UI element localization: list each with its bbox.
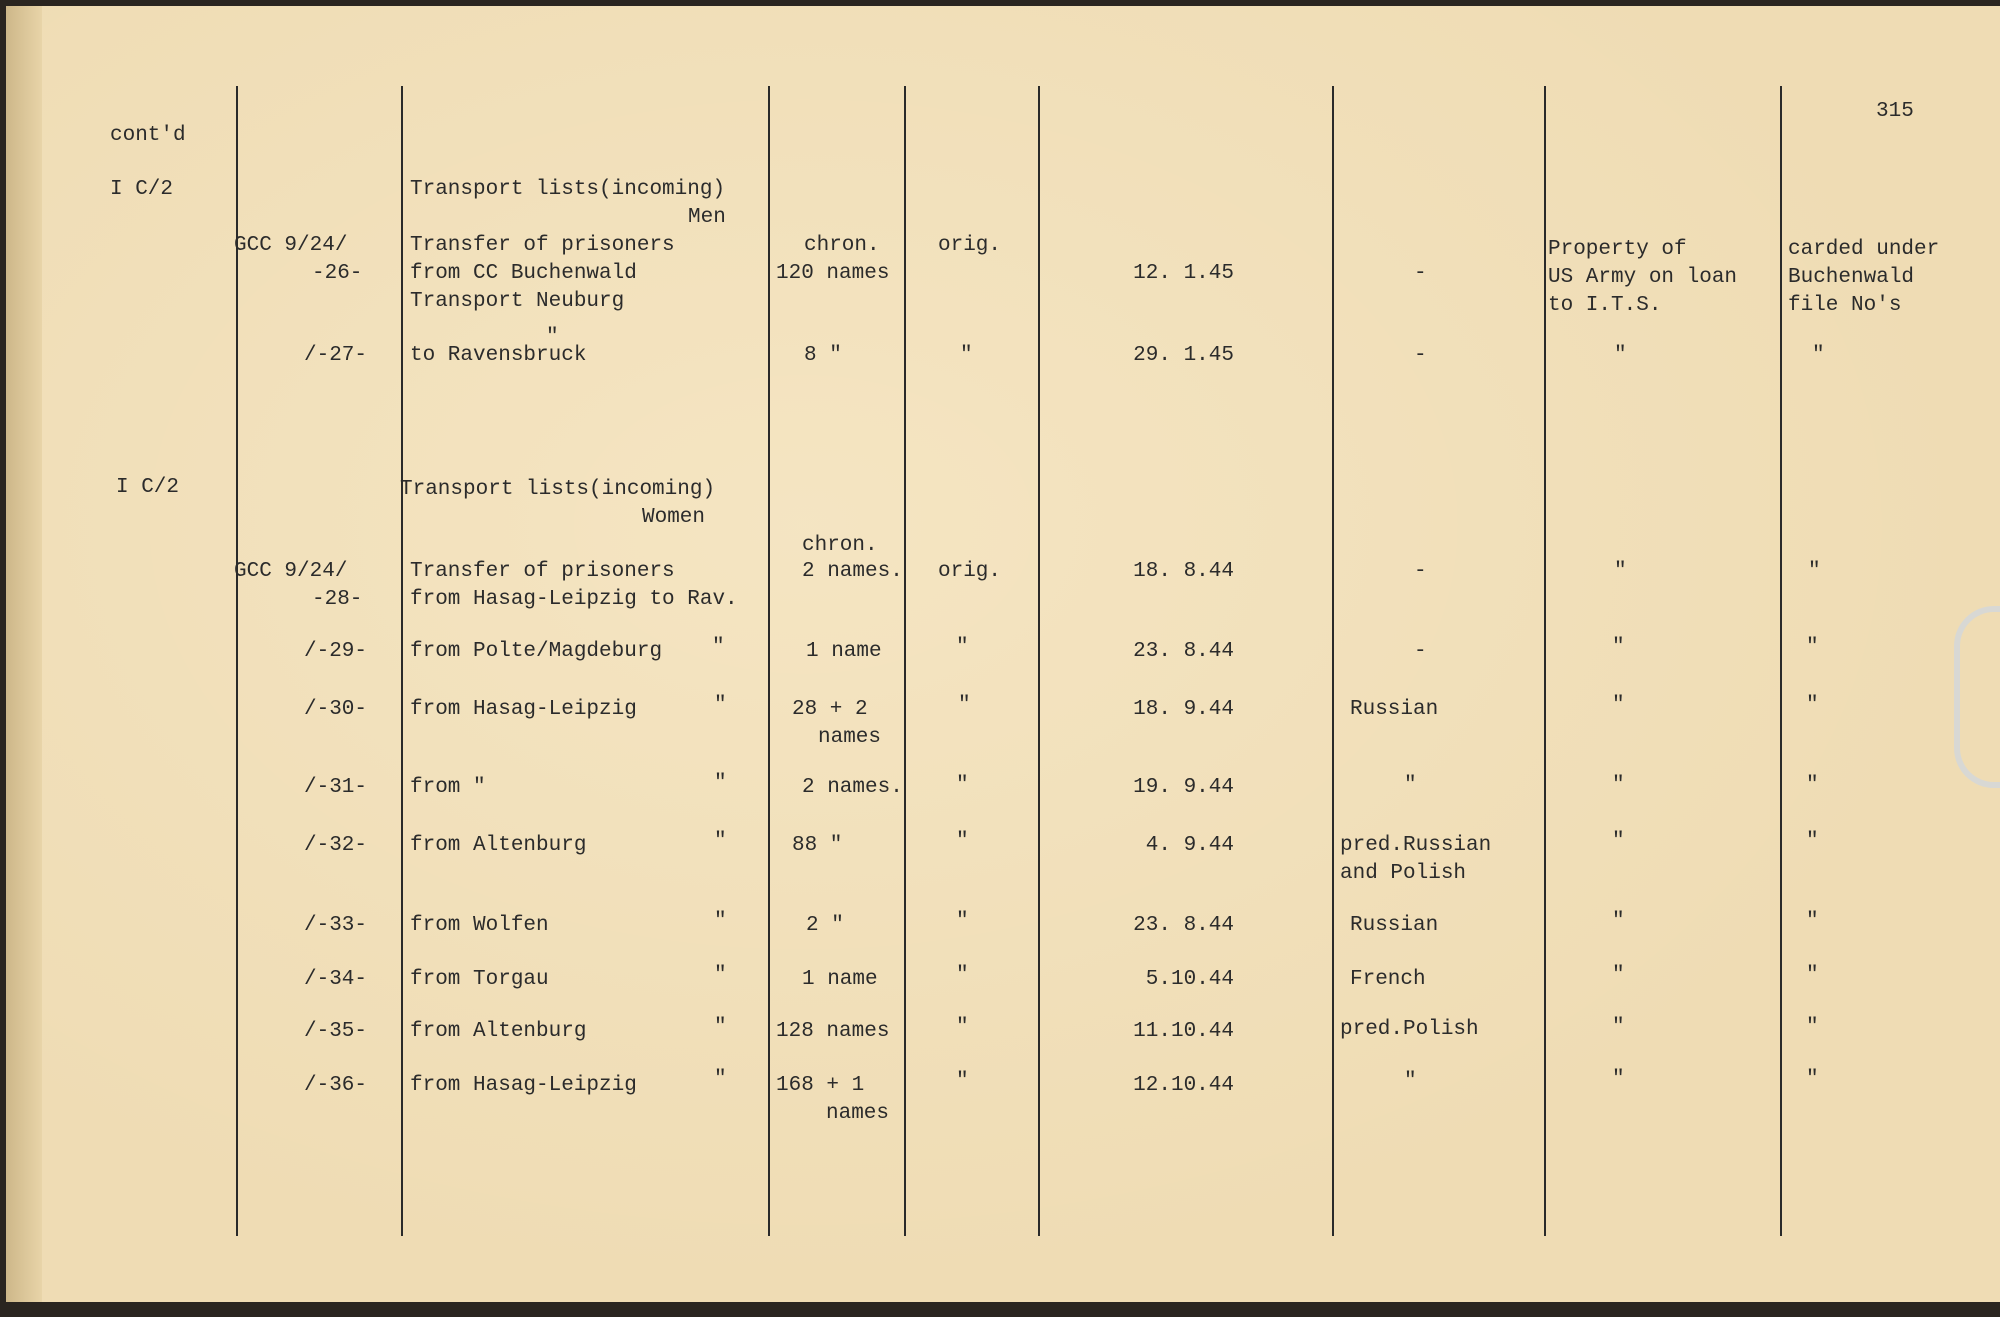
description: from " xyxy=(410,776,486,799)
ditto-mark: " xyxy=(714,694,727,717)
property-note: " xyxy=(1614,560,1627,583)
nationality: and Polish xyxy=(1340,862,1467,885)
property-note: " xyxy=(1612,636,1625,659)
column-rule xyxy=(1544,86,1546,1236)
orig-mark: " xyxy=(960,344,973,367)
ref-number: /-36- xyxy=(304,1074,368,1097)
property-note: " xyxy=(1614,344,1627,367)
date: 4. 9.44 xyxy=(1145,834,1234,857)
column-rule xyxy=(1332,86,1334,1236)
ref-number: /-30- xyxy=(304,698,368,721)
orig-mark: " xyxy=(956,910,969,933)
ref-prefix: GCC 9/24/ xyxy=(234,560,348,583)
date: 11.10.44 xyxy=(1133,1020,1234,1043)
property-note: " xyxy=(1612,964,1625,987)
description: Transfer of prisoners xyxy=(410,234,675,257)
paper-clip xyxy=(1954,606,2000,788)
date: 19. 9.44 xyxy=(1133,776,1234,799)
nationality: - xyxy=(1414,262,1427,285)
ditto-mark: " xyxy=(714,772,727,795)
column-rule xyxy=(904,86,906,1236)
description: from Hasag-Leipzig xyxy=(410,698,637,721)
ref-number: /-34- xyxy=(304,968,368,991)
section-title: Transport lists(incoming) xyxy=(400,478,716,501)
property-note: " xyxy=(1612,1068,1625,1091)
description: Transfer of prisoners xyxy=(410,560,675,583)
ref-number: /-33- xyxy=(304,914,368,937)
description: from Altenburg xyxy=(410,834,587,857)
nationality: French xyxy=(1350,968,1426,991)
date: 23. 8.44 xyxy=(1133,914,1234,937)
names-count: 168 + 1 xyxy=(776,1074,865,1097)
nationality: pred.Russian xyxy=(1340,834,1492,857)
property-note: " xyxy=(1612,830,1625,853)
column-rule xyxy=(768,86,770,1236)
names-count: names xyxy=(818,726,882,749)
names-order: chron. xyxy=(804,234,880,257)
carded-note: " xyxy=(1806,694,1819,717)
section-subtitle: Women xyxy=(642,506,706,529)
section-code: I C/2 xyxy=(116,476,180,499)
names-count: 88 " xyxy=(792,834,843,857)
orig-mark: orig. xyxy=(938,560,1002,583)
description: from Wolfen xyxy=(410,914,549,937)
names-count: 1 name xyxy=(802,968,878,991)
date: 23. 8.44 xyxy=(1133,640,1234,663)
property-note: " xyxy=(1612,774,1625,797)
nationality: pred.Polish xyxy=(1340,1018,1479,1041)
description: Transport Neuburg xyxy=(410,290,625,313)
nationality: Russian xyxy=(1350,698,1439,721)
carded-note: " xyxy=(1806,964,1819,987)
orig-mark: " xyxy=(956,1016,969,1039)
orig-mark: " xyxy=(956,830,969,853)
nationality: - xyxy=(1414,560,1427,583)
property-note: to I.T.S. xyxy=(1548,294,1662,317)
names-count: 2 names. xyxy=(802,560,903,583)
ref-number: -28- xyxy=(312,588,363,611)
description: from CC Buchenwald xyxy=(410,262,637,285)
description: from Torgau xyxy=(410,968,549,991)
orig-mark: " xyxy=(956,1070,969,1093)
names-count: 120 names xyxy=(776,262,890,285)
ditto-mark: " xyxy=(714,964,727,987)
names-count: 2 " xyxy=(806,914,844,937)
ref-prefix: GCC 9/24/ xyxy=(234,234,348,257)
property-note: " xyxy=(1612,694,1625,717)
nationality: - xyxy=(1414,640,1427,663)
section-title: Transport lists(incoming) xyxy=(410,178,726,201)
ledger-page xyxy=(6,6,2000,1302)
property-note: Property of xyxy=(1548,238,1687,261)
carded-note: carded under xyxy=(1788,238,1940,261)
carded-note: " xyxy=(1812,344,1825,367)
orig-mark: " xyxy=(956,774,969,797)
ref-number: /-29- xyxy=(304,640,368,663)
nationality: Russian xyxy=(1350,914,1439,937)
carded-note: " xyxy=(1806,830,1819,853)
carded-note: " xyxy=(1806,636,1819,659)
nationality: - xyxy=(1414,344,1427,367)
description: from Altenburg xyxy=(410,1020,587,1043)
column-rule xyxy=(1780,86,1782,1236)
ref-number: -26- xyxy=(312,262,363,285)
orig-mark: orig. xyxy=(938,234,1002,257)
names-count: 28 + 2 xyxy=(792,698,868,721)
carded-note: Buchenwald xyxy=(1788,266,1915,289)
ref-number: /-31- xyxy=(304,776,368,799)
contd-label: cont'd xyxy=(110,124,186,147)
names-count: 8 " xyxy=(804,344,842,367)
page-binding xyxy=(6,6,42,1302)
date: 12.10.44 xyxy=(1133,1074,1234,1097)
orig-mark: " xyxy=(956,964,969,987)
description: from Hasag-Leipzig to Rav. xyxy=(410,588,738,611)
description: from Polte/Magdeburg xyxy=(410,640,663,663)
ditto-mark: " xyxy=(714,830,727,853)
property-note: " xyxy=(1612,910,1625,933)
description: from Hasag-Leipzig xyxy=(410,1074,637,1097)
date: 5.10.44 xyxy=(1145,968,1234,991)
carded-note: " xyxy=(1806,910,1819,933)
ditto-mark: " xyxy=(714,1016,727,1039)
ref-number: /-35- xyxy=(304,1020,368,1043)
carded-note: " xyxy=(1808,560,1821,583)
date: 12. 1.45 xyxy=(1133,262,1234,285)
names-count: 128 names xyxy=(776,1020,890,1043)
section-code: I C/2 xyxy=(110,178,174,201)
nationality: " xyxy=(1404,1070,1417,1093)
date: 18. 8.44 xyxy=(1133,560,1234,583)
carded-note: " xyxy=(1806,1016,1819,1039)
names-count: 2 names. xyxy=(802,776,903,799)
ditto-mark: " xyxy=(714,1068,727,1091)
ditto-mark: " xyxy=(714,910,727,933)
ditto-mark: " xyxy=(712,636,725,659)
date: 18. 9.44 xyxy=(1133,698,1234,721)
orig-mark: " xyxy=(956,636,969,659)
carded-note: " xyxy=(1806,1068,1819,1091)
ditto-mark: " xyxy=(546,326,559,349)
carded-note: file No's xyxy=(1788,294,1902,317)
date: 29. 1.45 xyxy=(1133,344,1234,367)
names-count: 1 name xyxy=(806,640,882,663)
page-number: 315 xyxy=(1876,100,1914,123)
orig-mark: " xyxy=(958,694,971,717)
column-rule xyxy=(1038,86,1040,1236)
carded-note: " xyxy=(1806,774,1819,797)
ref-number: /-27- xyxy=(304,344,368,367)
property-note: " xyxy=(1612,1016,1625,1039)
description: to Ravensbruck xyxy=(410,344,587,367)
section-subtitle: Men xyxy=(688,206,726,229)
names-count: names xyxy=(826,1102,890,1125)
nationality: " xyxy=(1404,774,1417,797)
column-rule xyxy=(401,86,403,1236)
ref-number: /-32- xyxy=(304,834,368,857)
names-order: chron. xyxy=(802,534,878,557)
property-note: US Army on loan xyxy=(1548,266,1738,289)
